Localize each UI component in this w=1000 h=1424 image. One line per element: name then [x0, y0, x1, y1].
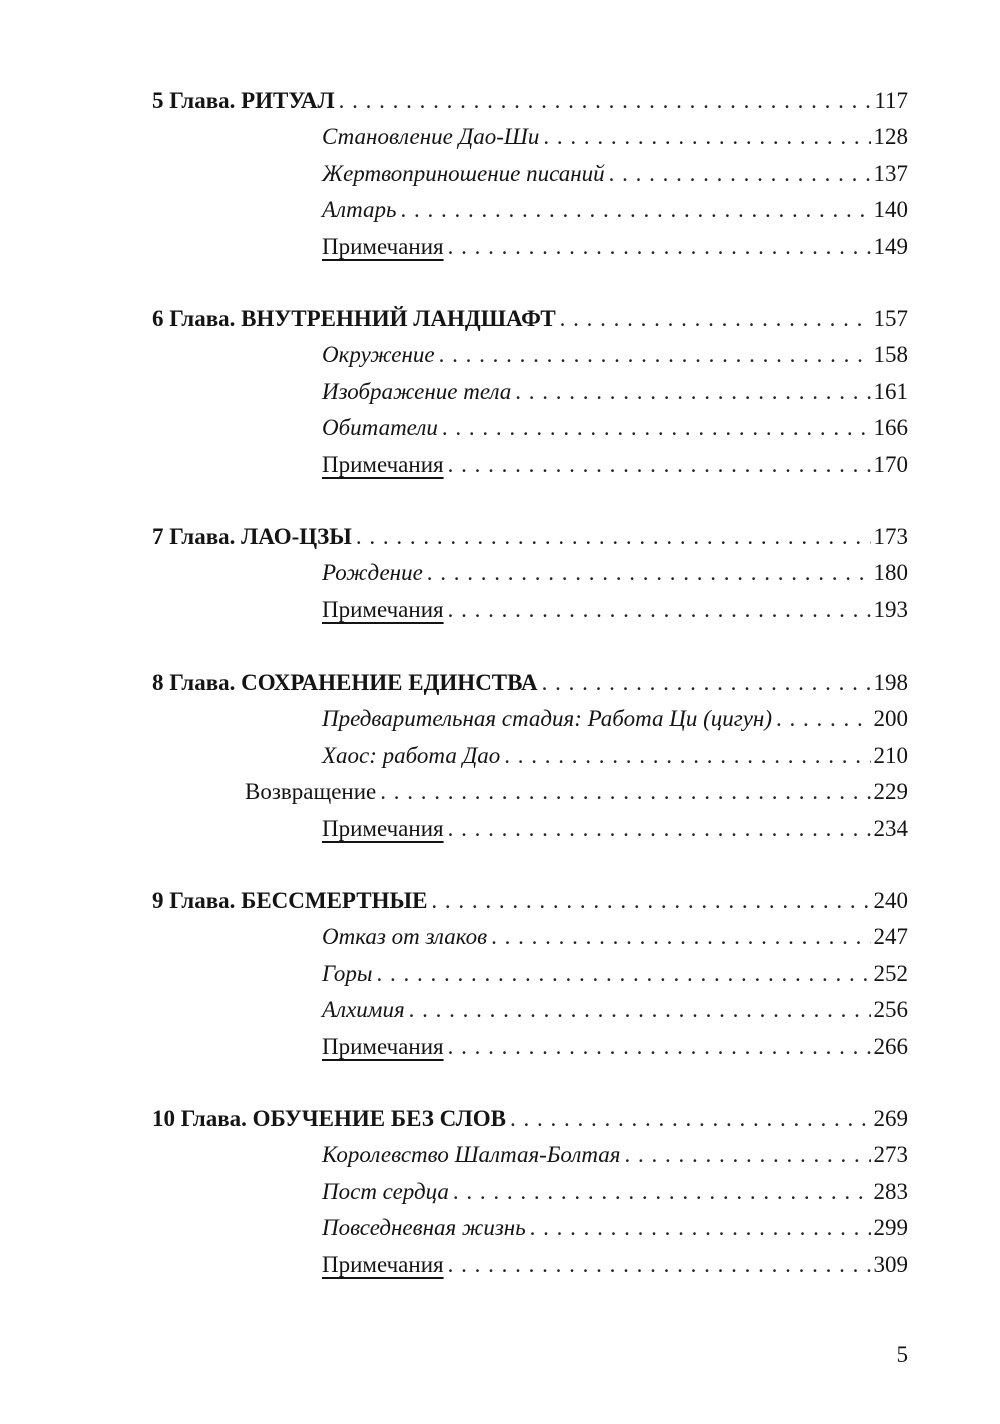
chapter-heading — [152, 665, 908, 701]
entry-page-number: 283 — [873, 1178, 908, 1204]
dot-leader — [448, 592, 871, 628]
dot-leader — [504, 738, 870, 774]
entry-page-number: 234 — [873, 815, 908, 841]
chapter-title: 8 Глава. СОХРАНЕНИЕ ЕДИНСТВА — [152, 670, 538, 695]
toc-entry — [152, 919, 908, 955]
entry-page-number: 247 — [873, 924, 908, 950]
toc-entry — [152, 156, 908, 192]
toc-entry — [152, 992, 908, 1028]
entry-title: Изображение тела — [322, 378, 512, 404]
chapter-page-number: 173 — [873, 524, 908, 549]
dot-leader — [624, 1137, 870, 1173]
entry-page-number: 158 — [873, 342, 908, 368]
entry-title: Рождение — [322, 560, 423, 586]
entry-title: Примечания — [322, 815, 444, 841]
entry-title: Примечания — [322, 451, 444, 477]
toc-entry — [152, 1210, 908, 1246]
toc-entry — [152, 337, 908, 373]
dot-leader — [530, 1210, 871, 1246]
dot-leader — [442, 410, 871, 446]
dot-leader — [776, 701, 871, 737]
entry-title: Повседневная жизнь — [322, 1215, 526, 1241]
chapter-title: 10 Глава. ОБУЧЕНИЕ БЕЗ СЛОВ — [152, 1106, 506, 1131]
dot-leader — [515, 374, 870, 410]
entry-title: Примечания — [322, 1033, 444, 1059]
toc-entry — [152, 592, 908, 628]
chapter-title: 7 Глава. ЛАО-ЦЗЫ — [152, 524, 352, 549]
chapter-page-number: 198 — [873, 670, 908, 695]
entry-title: Хаос: работа Дао — [322, 742, 501, 768]
toc-entry — [152, 811, 908, 847]
dot-leader — [448, 1247, 871, 1283]
entry-page-number: 170 — [873, 451, 908, 477]
chapter-heading — [152, 519, 908, 555]
dot-leader — [491, 919, 870, 955]
chapter-heading — [152, 83, 908, 119]
toc-entry — [152, 229, 908, 265]
dot-leader — [609, 156, 871, 192]
dot-leader — [400, 192, 870, 228]
toc-entry — [152, 192, 908, 228]
toc-entry — [152, 447, 908, 483]
dot-leader — [339, 83, 872, 119]
dot-leader — [453, 1174, 871, 1210]
entry-page-number: 200 — [873, 706, 908, 732]
toc-entry — [152, 956, 908, 992]
entry-page-number: 166 — [873, 415, 908, 441]
entry-title: Возвращение — [245, 779, 377, 805]
entry-title: Жертвоприношение писаний — [322, 160, 605, 186]
chapter-heading — [152, 1101, 908, 1137]
entry-page-number: 309 — [873, 1251, 908, 1277]
toc-entry — [152, 555, 908, 591]
entry-page-number: 256 — [873, 997, 908, 1023]
chapter-heading — [152, 883, 908, 919]
chapter-title: 6 Глава. ВНУТРЕННИЙ ЛАНДШАФТ — [152, 306, 556, 331]
dot-leader — [448, 447, 871, 483]
toc-entry — [152, 738, 908, 774]
toc-entry — [152, 119, 908, 155]
entry-title: Пост сердца — [322, 1178, 449, 1204]
dot-leader — [510, 1101, 871, 1137]
chapter-page-number: 157 — [873, 306, 908, 331]
dot-leader — [543, 119, 870, 155]
toc-entry — [152, 1029, 908, 1065]
dot-leader — [376, 956, 870, 992]
entry-title: Становление Дао-Ши — [322, 124, 540, 150]
dot-leader — [439, 337, 871, 373]
toc-entry — [152, 701, 908, 737]
entry-title: Примечания — [322, 233, 444, 259]
dot-leader — [427, 555, 871, 591]
entry-page-number: 252 — [873, 960, 908, 986]
entry-title: Примечания — [322, 1251, 444, 1277]
entry-page-number: 149 — [873, 233, 908, 259]
toc-entry — [152, 1137, 908, 1173]
toc-entry — [152, 374, 908, 410]
entry-page-number: 140 — [873, 197, 908, 223]
dot-leader — [448, 229, 871, 265]
dot-leader — [380, 774, 870, 810]
entry-title: Отказ от злаков — [322, 924, 488, 950]
dot-leader — [356, 519, 871, 555]
chapter-title: 5 Глава. РИТУАЛ — [152, 88, 335, 113]
entry-page-number: 210 — [873, 742, 908, 768]
chapter-page-number: 269 — [873, 1106, 908, 1131]
toc-entry — [152, 774, 908, 810]
dot-leader — [448, 1029, 871, 1065]
entry-title: Окружение — [322, 342, 435, 368]
entry-page-number: 266 — [873, 1033, 908, 1059]
entry-title: Королевство Шалтая-Болтая — [322, 1142, 621, 1168]
entry-title: Алтарь — [322, 197, 397, 223]
chapter-title: 9 Глава. БЕССМЕРТНЫЕ — [152, 888, 428, 913]
entry-page-number: 137 — [873, 160, 908, 186]
entry-page-number: 299 — [873, 1215, 908, 1241]
dot-leader — [542, 665, 871, 701]
chapter-page-number: 240 — [873, 888, 908, 913]
entry-page-number: 229 — [873, 779, 908, 805]
dot-leader — [431, 883, 870, 919]
dot-leader — [448, 811, 871, 847]
toc-entry — [152, 1247, 908, 1283]
toc-entry — [152, 410, 908, 446]
entry-title: Алхимия — [322, 997, 405, 1023]
entry-title: Горы — [322, 960, 373, 986]
dot-leader — [560, 301, 871, 337]
toc-entry — [152, 1174, 908, 1210]
page-number: 5 — [896, 1342, 908, 1367]
entry-title: Обитатели — [322, 415, 438, 441]
entry-page-number: 273 — [873, 1142, 908, 1168]
entry-title: Предварительная стадия: Работа Ци (цигун) — [322, 706, 772, 732]
chapter-page-number: 117 — [874, 88, 908, 113]
entry-page-number: 161 — [873, 378, 908, 404]
dot-leader — [409, 992, 871, 1028]
entry-page-number: 193 — [873, 596, 908, 622]
entry-title: Примечания — [322, 596, 444, 622]
chapter-heading — [152, 301, 908, 337]
entry-page-number: 128 — [873, 124, 908, 150]
entry-page-number: 180 — [873, 560, 908, 586]
